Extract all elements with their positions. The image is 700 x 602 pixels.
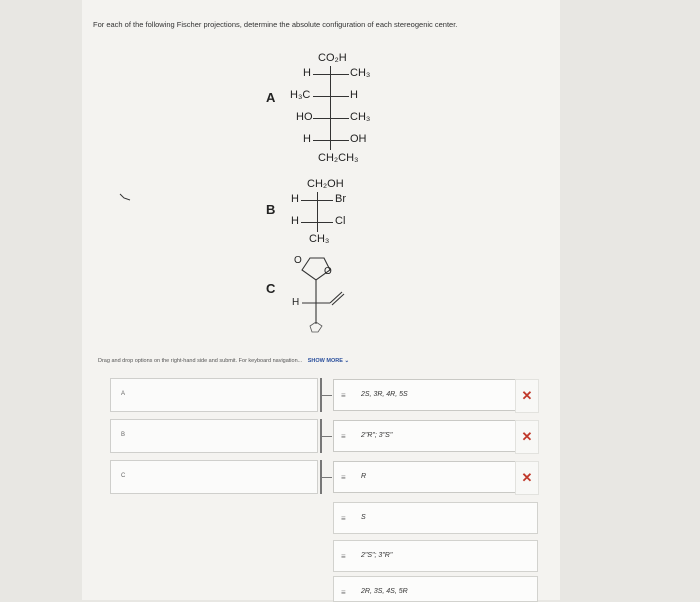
- option-2r3s4s5r[interactable]: [333, 576, 538, 602]
- drop-target-a[interactable]: [110, 378, 318, 412]
- connector-a-h: [320, 395, 332, 396]
- structure-a-row3-right: CH₃: [350, 111, 371, 123]
- structure-c-label: C: [266, 281, 276, 296]
- drag-handle-icon[interactable]: ≡: [341, 473, 346, 482]
- structure-b-bond-1: [301, 200, 333, 201]
- structure-a-bond-1: [313, 74, 349, 75]
- structure-a-row3-left: HO: [296, 111, 313, 123]
- drag-handle-icon[interactable]: ≡: [341, 432, 346, 441]
- option-s-text: S: [361, 514, 366, 521]
- structure-a-bond-2: [313, 96, 349, 97]
- structure-a-backbone: [330, 66, 331, 150]
- close-icon: ✕: [521, 470, 533, 485]
- drop-target-a-label: A: [121, 391, 126, 397]
- drag-handle-icon[interactable]: ≡: [341, 391, 346, 400]
- show-more-label: SHOW MORE: [307, 358, 343, 364]
- option-2r3s4s5r-text: 2R, 3S, 4S, 5R: [361, 588, 408, 595]
- close-icon: ✕: [521, 429, 533, 444]
- remove-answer-b-button[interactable]: [515, 420, 539, 454]
- structure-c-left: H: [292, 297, 300, 308]
- show-more-link[interactable]: [308, 358, 349, 364]
- remove-answer-a-button[interactable]: [515, 379, 539, 413]
- structure-b-row2-left: H: [291, 215, 299, 227]
- structure-a-row2-left: H₃C: [290, 89, 311, 101]
- chevron-down-icon: ⌄: [344, 358, 350, 364]
- structure-b-bond-2: [301, 222, 333, 223]
- structure-b-backbone: [317, 192, 318, 232]
- structure-b-top: CH₂OH: [307, 178, 344, 190]
- placed-answer-c-text: R: [361, 473, 367, 480]
- option-2s3r[interactable]: [333, 540, 538, 572]
- drop-target-b[interactable]: [110, 419, 318, 453]
- drag-handle-icon[interactable]: ≡: [341, 514, 346, 523]
- structure-a-row2-right: H: [350, 89, 358, 101]
- placed-answer-a-text: 2S, 3R, 4R, 5S: [361, 391, 408, 398]
- structure-b-bottom: CH₃: [309, 233, 330, 245]
- structure-a-row1-left: H: [303, 67, 311, 79]
- close-icon: ✕: [521, 388, 533, 403]
- structure-c-drawing: [280, 248, 360, 340]
- connector-b-h: [320, 436, 332, 437]
- structure-a-row1-right: CH₃: [350, 67, 371, 79]
- structure-a-row4-left: H: [303, 133, 311, 145]
- structure-c-ring-oxygen-1: O: [294, 255, 302, 266]
- structure-b-row2-right: Cl: [335, 215, 346, 227]
- placed-answer-b[interactable]: [333, 420, 538, 452]
- drag-handle-icon[interactable]: ≡: [341, 552, 346, 561]
- instructions: [98, 358, 349, 364]
- structure-a-bond-3: [313, 118, 349, 119]
- placed-answer-c[interactable]: [333, 461, 538, 493]
- drop-target-c[interactable]: [110, 460, 318, 494]
- structure-b-row1-left: H: [291, 193, 299, 205]
- question-text: For each of the following Fischer projections, determine the absolute configuration of each stereogenic center.: [93, 20, 458, 29]
- structure-c-ring-oxygen-2: O: [324, 266, 332, 277]
- structure-a-row4-right: OH: [350, 133, 367, 145]
- structure-b-label: B: [266, 202, 276, 217]
- structure-a-label: A: [266, 90, 276, 105]
- placed-answer-b-text: 2"R"; 3"S": [361, 432, 393, 439]
- structure-a-bottom: CH₂CH₃: [318, 152, 359, 164]
- remove-answer-c-button[interactable]: [515, 461, 539, 495]
- structure-a-bond-4: [313, 140, 349, 141]
- stray-mark: [118, 192, 132, 202]
- instructions-text: Drag and drop options on the right-hand side and submit. For keyboard navigation...: [98, 358, 304, 364]
- placed-answer-a[interactable]: [333, 379, 538, 411]
- structure-a-top: CO₂H: [318, 52, 347, 64]
- drop-target-b-label: B: [121, 432, 126, 438]
- option-s[interactable]: [333, 502, 538, 534]
- drop-target-c-label: C: [121, 473, 126, 479]
- drag-handle-icon[interactable]: ≡: [341, 588, 346, 597]
- connector-c-h: [320, 477, 332, 478]
- option-2s3r-text: 2"S"; 3"R": [361, 552, 393, 559]
- structure-b-row1-right: Br: [335, 193, 346, 205]
